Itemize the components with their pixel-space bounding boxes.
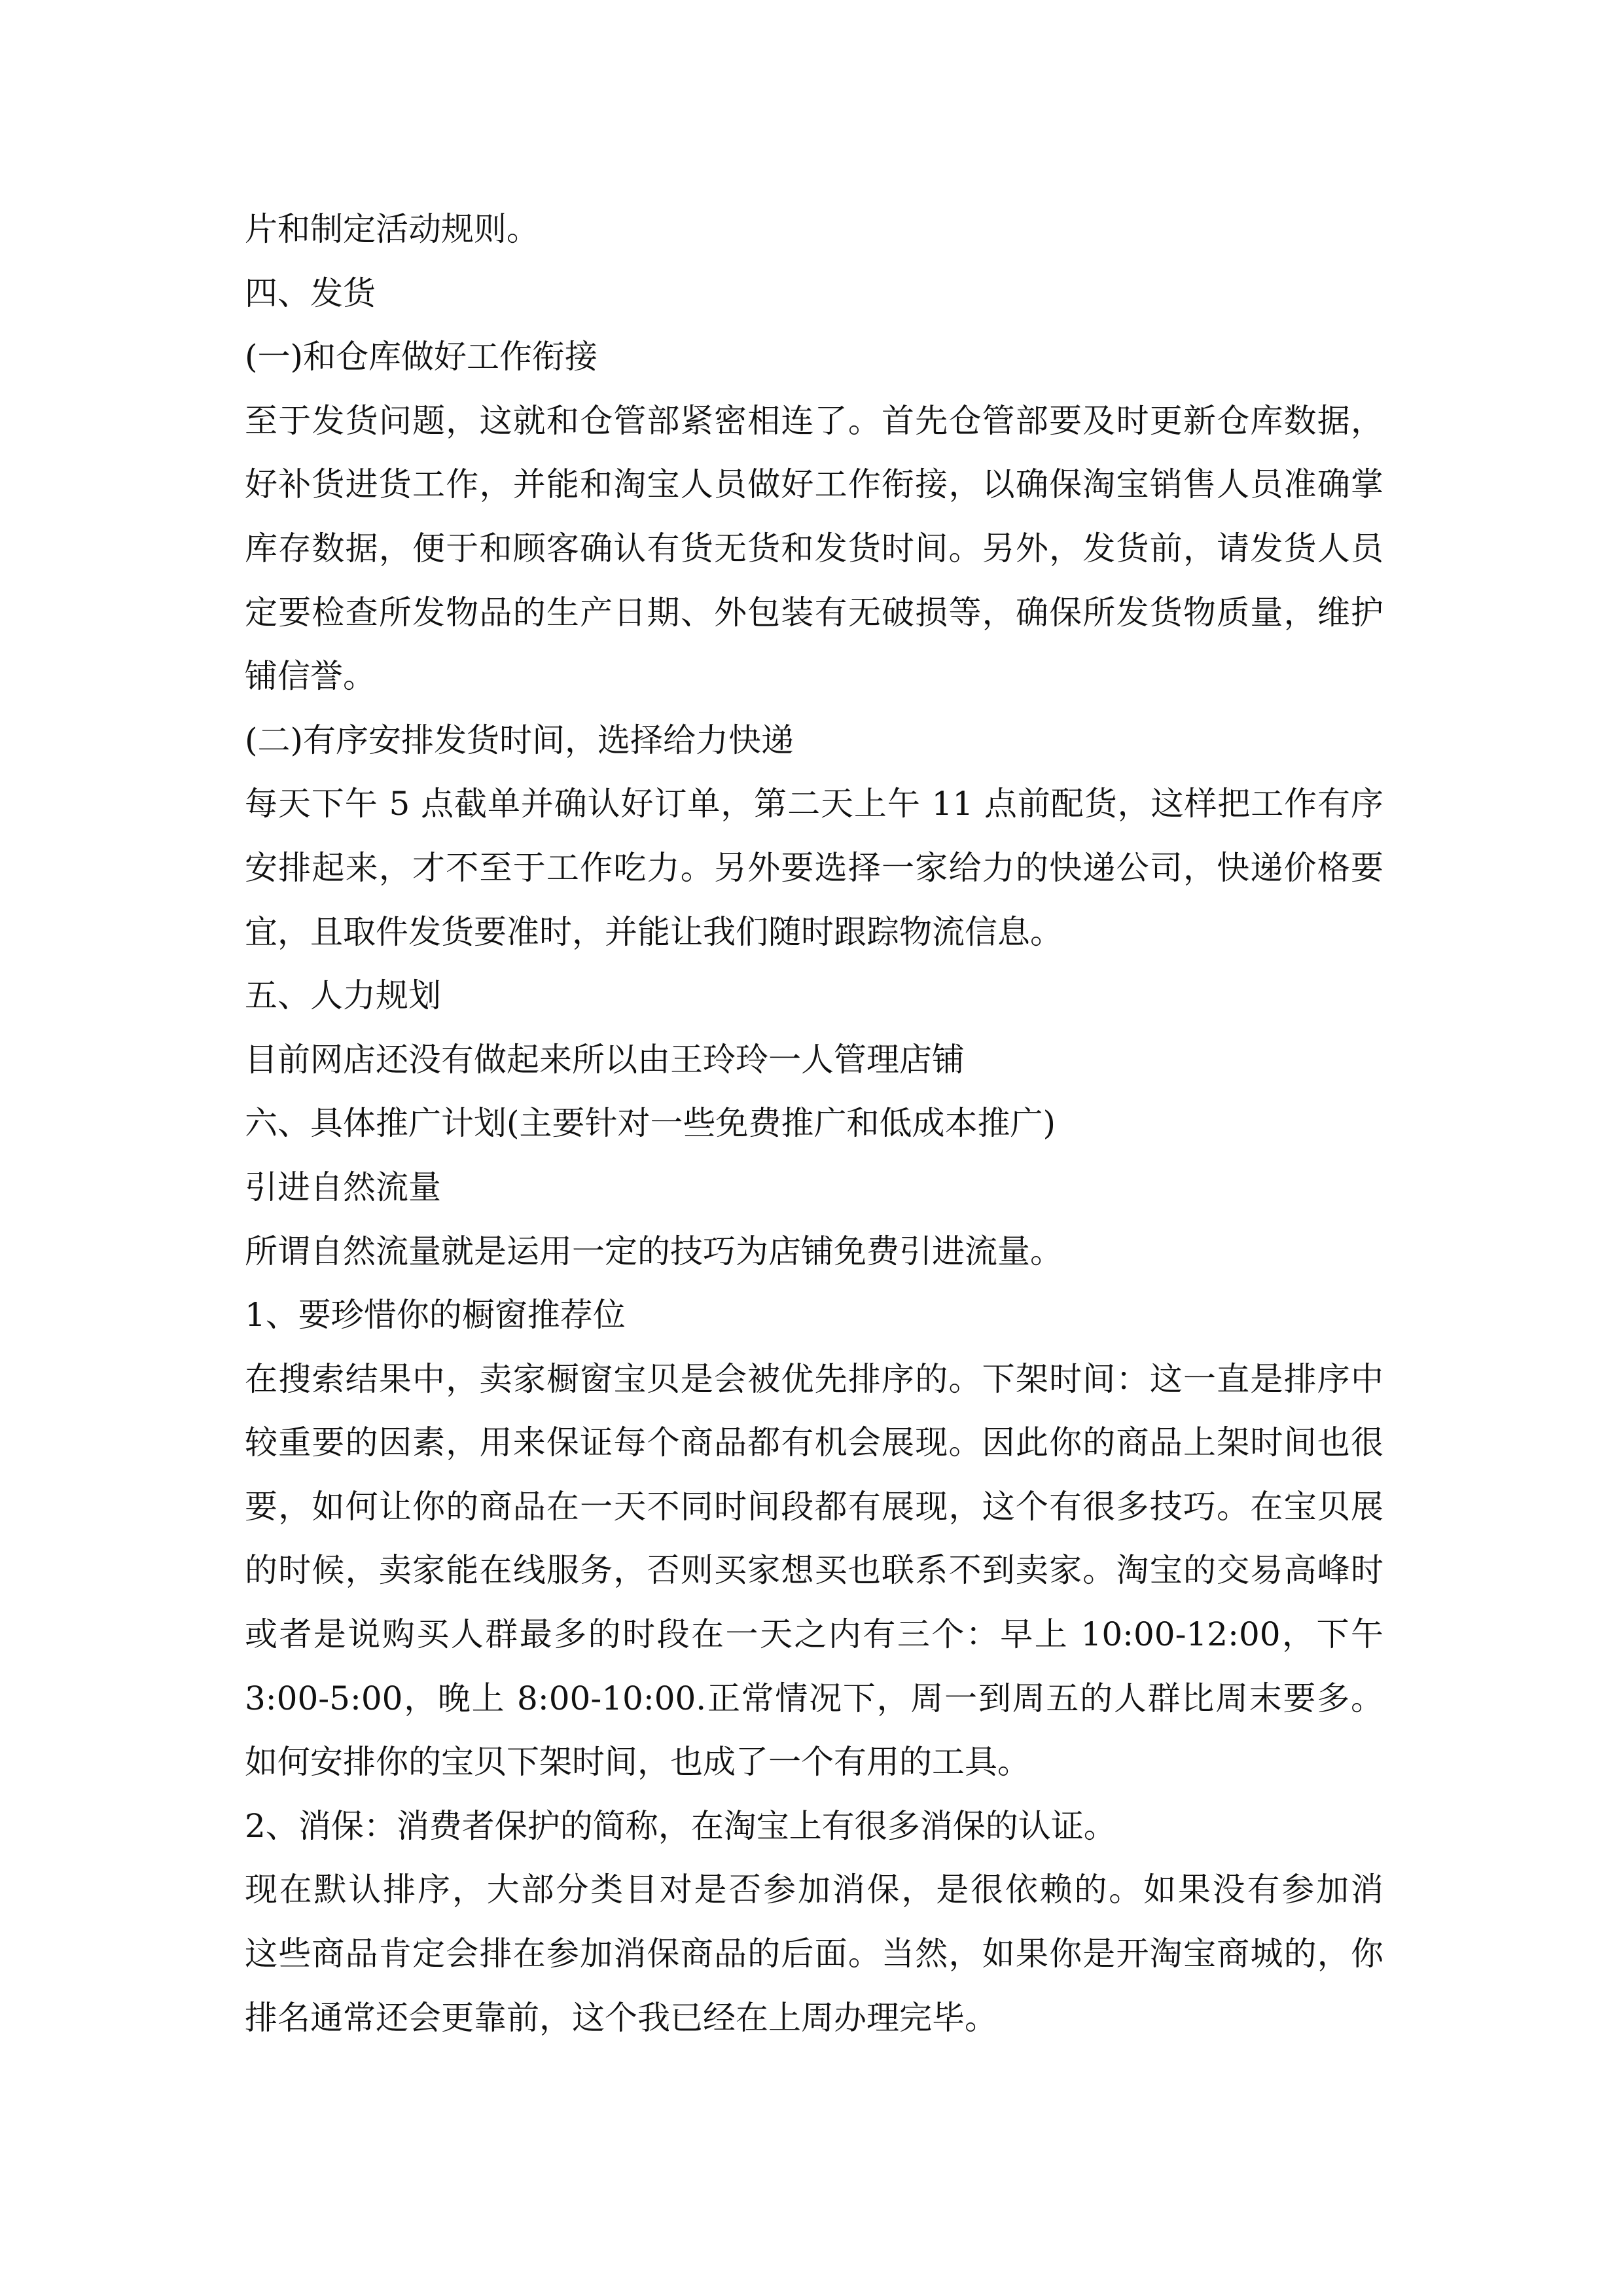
text-line: 铺信誉。 [245, 657, 376, 696]
subsection-heading: 2、消保：消费者保护的简称，在淘宝上有很多消保的认证。 [245, 1806, 1116, 1845]
text-line: 在搜索结果中，卖家橱窗宝贝是会被优先排序的。下架时间：这一直是排序中 [245, 1359, 1383, 1398]
section-heading: 六、具体推广计划(主要针对一些免费推广和低成本推广) [245, 1104, 1056, 1143]
text-line: 目前网店还没有做起来所以由王玲玲一人管理店铺 [245, 1040, 965, 1079]
text-line: 较重要的因素，用来保证每个商品都有机会展现。因此你的商品上架时间也很 [245, 1424, 1383, 1462]
text-line: 的时候，卖家能在线服务，否则买家想买也联系不到卖家。淘宝的交易高峰时 [245, 1551, 1383, 1590]
text-line: 现在默认排序，大部分类目对是否参加消保，是很依赖的。如果没有参加消 [245, 1871, 1383, 1909]
text-line: 安排起来，才不至于工作吃力。另外要选择一家给力的快递公司，快递价格要 [245, 848, 1383, 887]
text-line: 每天下午 5 点截单并确认好订单，第二天上午 11 点前配货，这样把工作有序 [245, 785, 1383, 823]
subsection-heading: (一)和仓库做好工作衔接 [245, 338, 598, 376]
text-line: 所谓自然流量就是运用一定的技巧为店铺免费引进流量。 [245, 1232, 1063, 1270]
document-body [245, 198, 1383, 2050]
subsection-heading: 1、要珍惜你的橱窗推荐位 [245, 1296, 626, 1335]
text-line: 或者是说购买人群最多的时段在一天之内有三个：早上 10:00-12:00，下午 [245, 1615, 1383, 1654]
text-line: 如何安排你的宝贝下架时间，也成了一个有用的工具。 [245, 1743, 1030, 1782]
section-heading: 四、发货 [245, 274, 376, 312]
text-line: 3:00-5:00，晚上 8:00-10:00.正常情况下，周一到周五的人群比周末要多。 [245, 1679, 1383, 1717]
section-heading: 五、人力规划 [245, 977, 441, 1015]
text-line: 排名通常还会更靠前，这个我已经在上周办理完毕。 [245, 1998, 997, 2037]
text-line: 宜，且取件发货要准时，并能让我们随时跟踪物流信息。 [245, 912, 1063, 951]
text-line: 定要检查所发物品的生产日期、外包装有无破损等，确保所发货物质量，维护 [245, 593, 1383, 632]
text-line: 至于发货问题，这就和仓管部紧密相连了。首先仓管部要及时更新仓库数据， [245, 401, 1383, 440]
text-line: 库存数据，便于和顾客确认有货无货和发货时间。另外，发货前，请发货人员 [245, 529, 1383, 567]
text-line: 片和制定活动规则。 [245, 210, 539, 248]
text-line: 这些商品肯定会排在参加消保商品的后面。当然，如果你是开淘宝商城的，你 [245, 1935, 1383, 1973]
subsection-heading: (二)有序安排发货时间，选择给力快递 [245, 721, 794, 759]
subsection-heading: 引进自然流量 [245, 1168, 441, 1206]
text-line: 要，如何让你的商品在一天不同时间段都有展现，这个有很多技巧。在宝贝展 [245, 1487, 1383, 1526]
text-line: 好补货进货工作，并能和淘宝人员做好工作衔接，以确保淘宝销售人员准确掌 [245, 465, 1383, 504]
